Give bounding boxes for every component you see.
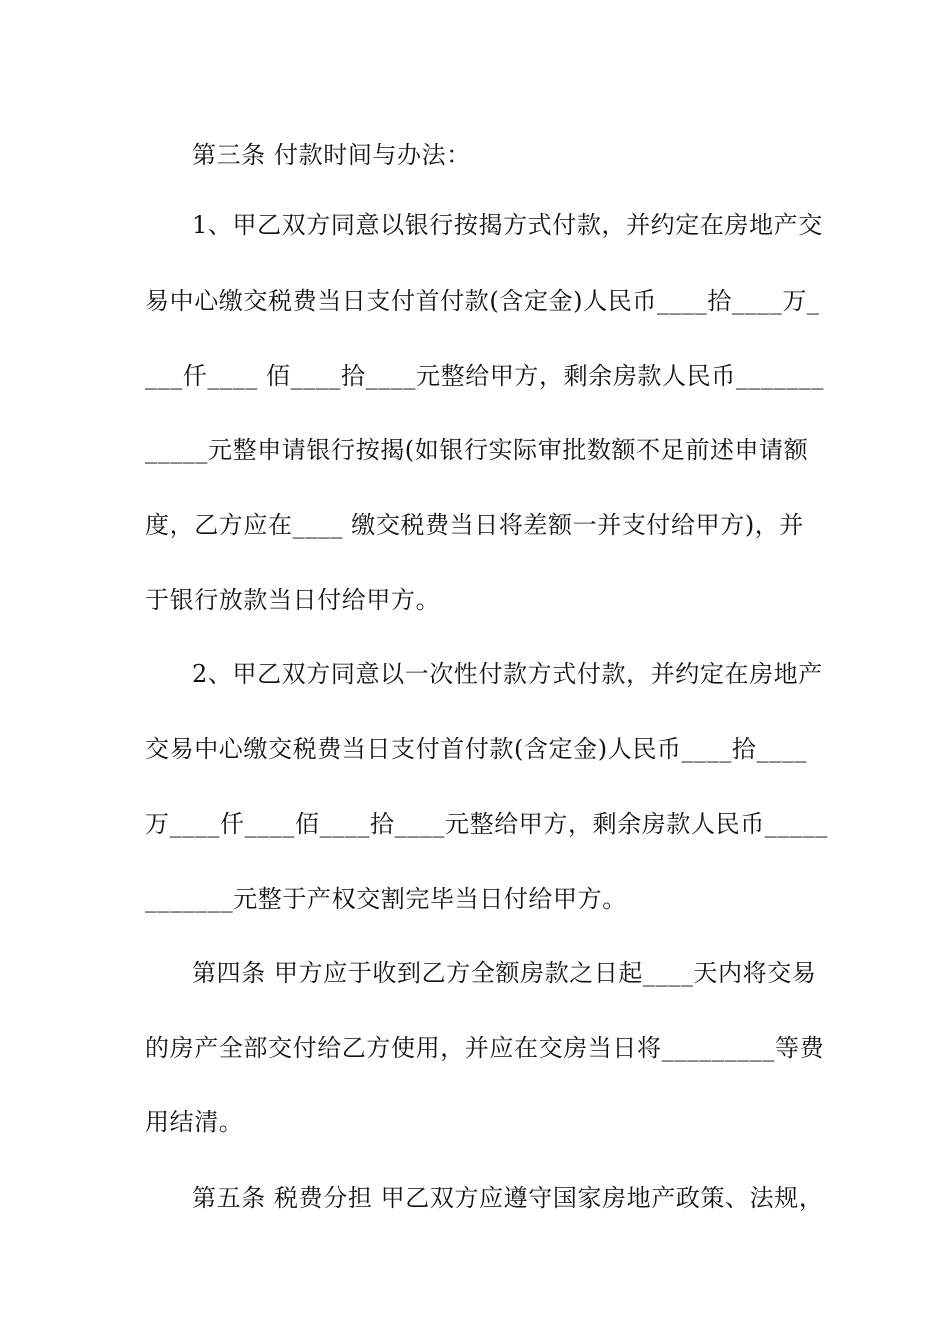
paragraph-line: 用结清。 xyxy=(145,1108,244,1136)
article-3-heading: 第三条 付款时间与办法： xyxy=(192,141,471,169)
paragraph-line: 万____仟____佰____拾____元整给甲方，剩余房款人民币_____ xyxy=(145,810,828,838)
paragraph-line: 2、甲乙双方同意以一次性付款方式付款，并约定在房地产 xyxy=(192,660,823,688)
paragraph-line: 交易中心缴交税费当日支付首付款(含定金)人民币____拾____ xyxy=(145,735,807,763)
paragraph-line: _______元整于产权交割完毕当日付给甲方。 xyxy=(145,885,627,913)
paragraph-line: 1、甲乙双方同意以银行按揭方式付款，并约定在房地产交 xyxy=(192,211,823,239)
paragraph-line: 易中心缴交税费当日支付首付款(含定金)人民币____拾____万_ xyxy=(145,287,820,315)
article-5-line: 第五条 税费分担 甲乙双方应遵守国家房地产政策、法规， xyxy=(192,1184,824,1212)
paragraph-line: 于银行放款当日付给甲方。 xyxy=(145,586,441,614)
paragraph-line: 度，乙方应在____ 缴交税费当日将差额一并支付给甲方)，并 xyxy=(145,511,804,539)
paragraph-line: ___仟____ 佰____拾____元整给甲方，剩余房款人民币_______ xyxy=(145,362,825,390)
article-4-line: 第四条 甲方应于收到乙方全额房款之日起____天内将交易 xyxy=(192,959,817,987)
paragraph-line: _____元整申请银行按揭(如银行实际审批数额不足前述申请额 xyxy=(145,436,809,464)
paragraph-line: 的房产全部交付给乙方使用，并应在交房当日将_________等费 xyxy=(145,1034,825,1062)
